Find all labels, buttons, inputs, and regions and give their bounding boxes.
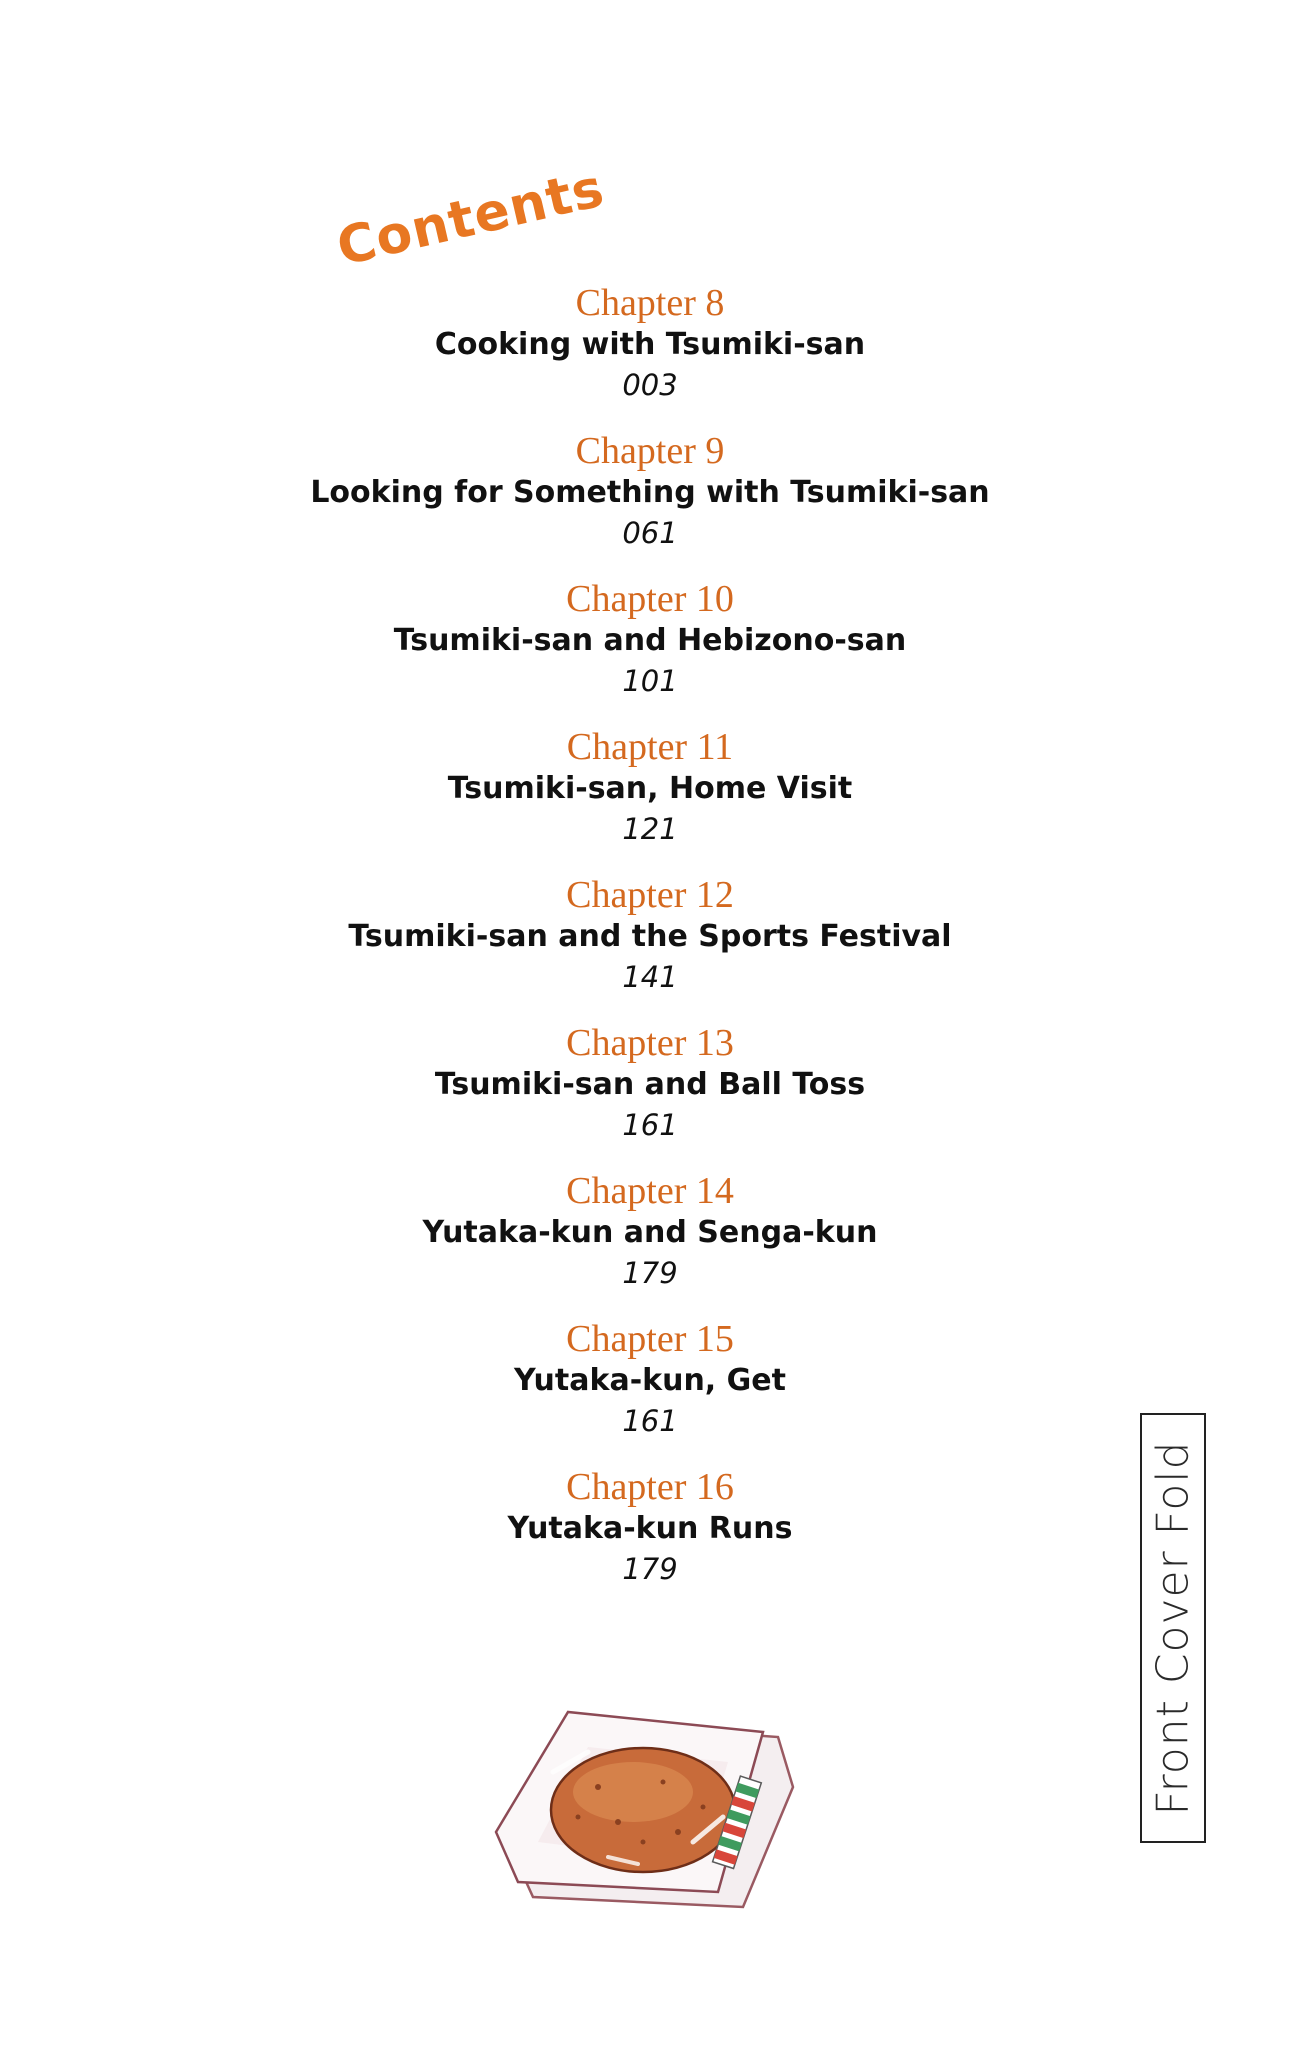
table-of-contents: [250, 280, 1050, 1612]
contents-heading: Contents: [331, 158, 610, 278]
toc-entry-chapter-14[interactable]: [250, 1168, 1050, 1316]
chapter-title: Tsumiki-san, Home Visit: [447, 771, 853, 806]
croquette-in-paper-wrapper-icon: [478, 1692, 808, 1922]
toc-entry-chapter-12[interactable]: [250, 872, 1050, 1020]
chapter-label: Chapter 8: [575, 282, 725, 324]
page-number: 121: [622, 812, 678, 846]
chapter-title: Tsumiki-san and Hebizono-san: [393, 623, 907, 658]
chapter-label: Chapter 13: [566, 1022, 734, 1064]
toc-entry-chapter-16[interactable]: [250, 1464, 1050, 1612]
fold-label-text: Front Cover Fold: [1147, 1440, 1199, 1816]
front-cover-fold-label: [1140, 1413, 1206, 1843]
toc-entry-chapter-15[interactable]: [250, 1316, 1050, 1464]
page-number: 179: [622, 1552, 678, 1586]
chapter-title: Tsumiki-san and the Sports Festival: [348, 919, 952, 954]
page-number: 101: [622, 664, 678, 698]
chapter-title: Tsumiki-san and Ball Toss: [434, 1067, 866, 1102]
page-number: 141: [622, 960, 678, 994]
chapter-label: Chapter 16: [566, 1466, 734, 1508]
toc-entry-chapter-13[interactable]: [250, 1020, 1050, 1168]
toc-entry-chapter-10[interactable]: [250, 576, 1050, 724]
chapter-title: Cooking with Tsumiki-san: [434, 327, 866, 362]
chapter-title: Yutaka-kun, Get: [514, 1363, 786, 1398]
chapter-label: Chapter 15: [566, 1318, 734, 1360]
page-number: 061: [622, 516, 678, 550]
toc-entry-chapter-8[interactable]: [250, 280, 1050, 428]
page-number: 161: [622, 1404, 678, 1438]
toc-entry-chapter-9[interactable]: [250, 428, 1050, 576]
chapter-label: Chapter 11: [566, 726, 734, 768]
chapter-label: Chapter 9: [575, 430, 725, 472]
chapter-label: Chapter 10: [566, 578, 734, 620]
page-number: 179: [622, 1256, 678, 1290]
chapter-label: Chapter 14: [566, 1170, 734, 1212]
chapter-title: Looking for Something with Tsumiki-san: [310, 475, 990, 510]
page-number: 161: [622, 1108, 678, 1142]
toc-entry-chapter-11[interactable]: [250, 724, 1050, 872]
chapter-title: Yutaka-kun and Senga-kun: [422, 1215, 878, 1250]
chapter-title: Yutaka-kun Runs: [507, 1511, 793, 1546]
page-number: 003: [622, 368, 678, 402]
chapter-label: Chapter 12: [566, 874, 734, 916]
